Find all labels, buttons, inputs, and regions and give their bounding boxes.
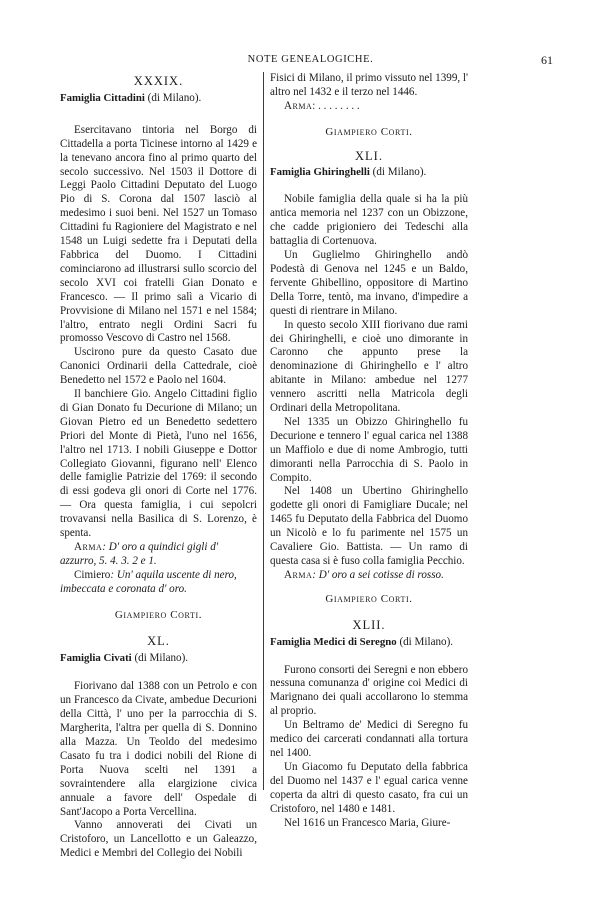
family-name: Famiglia Civati bbox=[60, 652, 132, 665]
arma-label: Arma bbox=[74, 541, 103, 553]
section-number-40: XL. bbox=[147, 633, 170, 648]
section-heading-42 bbox=[270, 636, 468, 650]
right-column bbox=[270, 72, 468, 830]
section-heading-39 bbox=[60, 92, 257, 106]
paragraph: In questo secolo XIII fiorivano due rami dei Ghiringhelli, e cioè uno dimorante in Caronno che appunto prese la denominazione di Ghiringhello e l' altro abitante in Milano: ambedue nel 1277 vennero ascritti nella Matricola degli Ordinari della Metropolitana. bbox=[270, 318, 468, 415]
column-divider bbox=[263, 72, 264, 790]
paragraph: Nel 1408 un Ubertino Ghiringhello godette gli onori di Famigliare Ducale; nel 1465 fu Deputato della Fabbrica del Duomo un Nicolò e lo fu parimente nel 1575 un Cavaliere Gio. Battista. — Un ramo di questa casa si è fuso colla famiglia Pecchio. bbox=[270, 485, 468, 567]
arma-line bbox=[270, 569, 468, 583]
section-heading-41 bbox=[270, 166, 468, 180]
running-title: NOTE GENEALOGICHE. bbox=[247, 54, 374, 65]
family-place: (di Milano). bbox=[147, 91, 202, 104]
cimiero-text: : Un' aquila uscente di nero, imbeccata e coronata d' oro. bbox=[60, 568, 237, 595]
arma-text: : D' oro a sei cotisse di rosso. bbox=[312, 568, 444, 581]
left-column bbox=[60, 72, 257, 861]
arma-text: : . . . . . . . . bbox=[312, 99, 360, 112]
paragraph: Furono consorti dei Seregni e non ebbero nessuna comunanza d' origine coi Medici di Marignano dei quali accollarono lo stemma al proprio. bbox=[270, 663, 468, 718]
arma-label: Arma bbox=[284, 99, 313, 112]
paragraph: Nel 1335 un Obizzo Ghiringhello fu Decurione e tennero l' egual carica nel 1388 un Maffiolo e due di nome Ambrogio, tutti dimoranti nella Parrocchia di S. Paolo in Compito. bbox=[270, 415, 468, 484]
paragraph: Vanno annoverati dei Civati un Cristoforo, un Lancellotto e un Galeazzo, Medici e Membri del Collegio dei Nobili bbox=[60, 819, 257, 860]
paragraph: Fiorivano dal 1388 con un Petrolo e con un Francesco da Civate, ambedue Decurioni della Città, l' uno per la parrocchia di S. Margherita, l'altra per quella di S. Donnino alla Mazza. Un Teoldo del medesimo Casato fu tra i dodici nobili del Rione di Porta Nuova scelti nel 1391 a sovraintendere alla elargizione civica annuale a favore dell' Ospedale di Sant'Jacopo a Porta Vercellina. bbox=[60, 680, 257, 818]
paragraph-continued: Fisici di Milano, il primo vissuto nel 1399, l' altro nel 1432 e il terzo nel 1446. bbox=[270, 72, 468, 98]
paragraph: Un Beltramo de' Medici di Seregno fu medico dei carcerati condannati alla tortura nel 1400. bbox=[270, 719, 468, 759]
family-name: Famiglia Cittadini bbox=[60, 91, 145, 104]
arma-line bbox=[270, 100, 468, 114]
section-number-42: XLII. bbox=[352, 617, 386, 632]
family-name: Famiglia Medici di Seregno bbox=[270, 635, 397, 648]
paragraph: Nel 1616 un Francesco Maria, Giure- bbox=[284, 816, 451, 829]
paragraph: Uscirono pure da questo Casato due Canonici Ordinarii della Cattedrale, cioè Benedetto nel 1572 e Paolo nel 1604. bbox=[60, 346, 257, 387]
page-number: 61 bbox=[541, 53, 553, 67]
signature: Giampiero Corti. bbox=[114, 608, 203, 621]
family-place: (di Milano). bbox=[134, 652, 189, 665]
paragraph: Esercitavano tintoria nel Borgo di Cittadella a porta Ticinese intorno al 1429 e la tenevano ancora fino al primo quarto del secolo successivo. Nel 1503 il Dottore di Leggi Paolo Cittadini Deputato del Luogo Pio di S. Corona dal 1507 lasciò al medesimo i suoi beni. Nel 1527 un Tomaso Cittadini fu Ragioniere del Magistrato e nel 1548 un Luigi sedette fra i Deputati della Fabbrica del Duomo. I Cittadini cominciarono ad illustrarsi sullo scorcio del secolo XVI coi fratelli Gian Donato e Francesco. — Il primo salì a Vicario di Provvisione di Milano nel 1571 e nel 1584; l'altro, entrato negli Ordini Sacri fu promosso Vescovo di Castro nel 1568. bbox=[60, 123, 257, 345]
paragraph: Il banchiere Gio. Angelo Cittadini figlio di Gian Donato fu Decurione di Milano; un Giovan Pietro ed un Benedetto sedettero Priori del Monte di Pietà, l'uno nel 1656, l'altro nel 1713. I nobili Giuseppe e Dottor Collegiato Giovanni, figurano nell' Elenco delle famiglie Patrizie del 1769: il secondo di essi godeva gli onori di Corte nel 1776. — Ora questa famiglia, i cui sepolcri trovavansi nella Basilica di S. Lorenzo, è spenta. bbox=[60, 388, 257, 540]
signature: Giampiero Corti. bbox=[325, 125, 413, 138]
family-place: (di Milano). bbox=[372, 165, 427, 178]
paragraph: Nobile famiglia della quale si ha la più antica memoria nel 1237 con un Obizzone, che cadde prigioniero dei Tedeschi alla battaglia di Cortenuova. bbox=[270, 193, 468, 248]
cimiero-line bbox=[60, 569, 257, 597]
section-number-41: XLI. bbox=[355, 148, 383, 163]
paragraph: Un Giacomo fu Deputato della fabbrica del Duomo nel 1437 e l' egual carica venne coperta da altri di questo casato, fra cui un Cristoforo, nel 1480 e 1481. bbox=[270, 760, 468, 815]
section-heading-40 bbox=[60, 652, 257, 666]
family-name: Famiglia Ghiringhelli bbox=[270, 165, 370, 178]
paragraph: Un Guglielmo Ghiringhello andò Podestà di Genova nel 1245 e un Baldo, fervente Ghibellino, oppositore di Martino Della Torre, tentò, ma invano, d'impedire a questi di rientrare in Milano. bbox=[270, 249, 468, 317]
cimiero-label: Cimiero bbox=[74, 568, 111, 581]
arma-line bbox=[60, 541, 257, 569]
family-place: (di Milano). bbox=[399, 635, 454, 648]
section-number-39: XXXIX. bbox=[133, 74, 184, 88]
arma-text: : D' oro a quindici gigli d' azzurro, 5. 4. 3. 2 e 1. bbox=[60, 541, 219, 567]
running-head bbox=[68, 54, 553, 70]
arma-label: Arma bbox=[284, 568, 313, 581]
signature: Giampiero Corti. bbox=[325, 592, 413, 605]
